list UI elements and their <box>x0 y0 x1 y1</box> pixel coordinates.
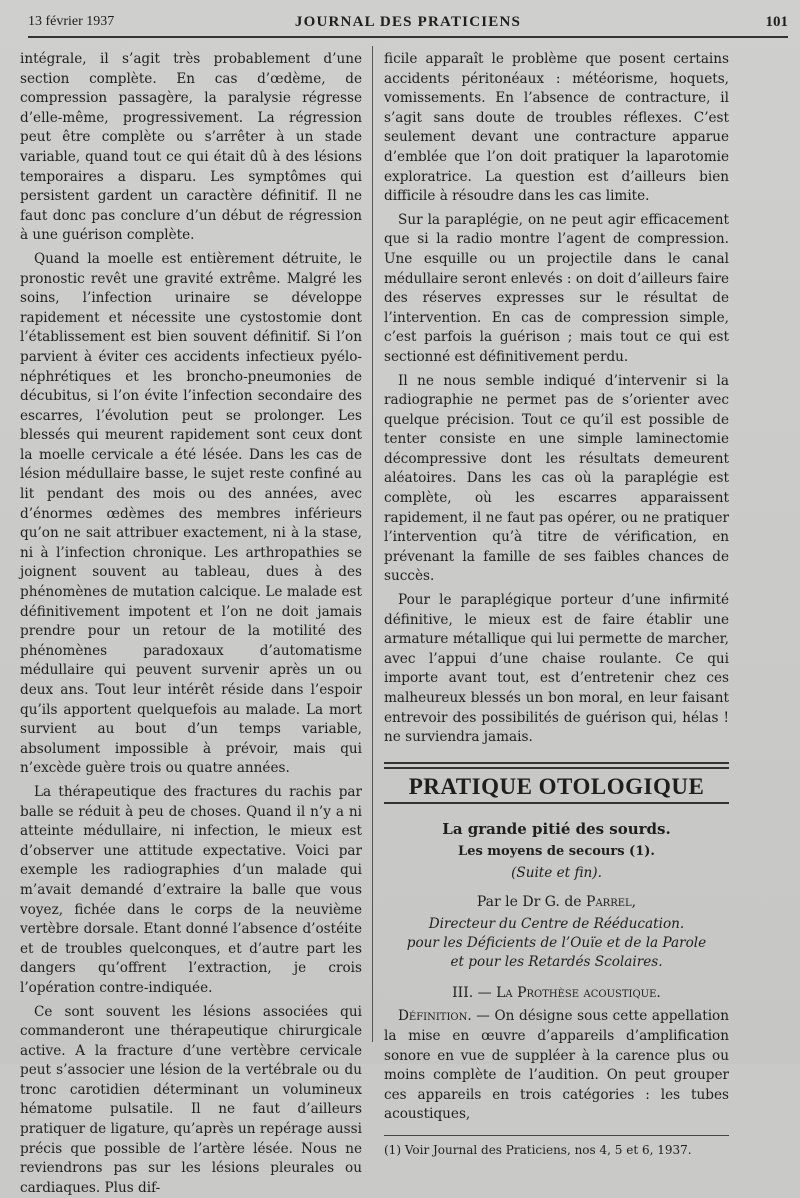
article-subtitle: Les moyens de secours (1). <box>384 842 729 862</box>
right-column <box>384 50 729 1046</box>
affiliation-line: pour les Déficients de l’Ouïe et de la Parole <box>384 934 729 953</box>
subsection-number: III. — <box>452 985 492 1001</box>
column-divider <box>372 46 373 1042</box>
paragraph: Quand la moelle est entièrement détruite, le pronostic revêt une gravité extrême. Malgré les soins, l’infection urinaire se développe rapidement et nécessite une cystostomie dont l’établissement est bien souvent définitif. Si l’on parvient à éviter ces accidents infectieux pyélo-néphrétiques et les broncho-pneumonies de décubitus, si l’on évite l’infection secondaire des escarres, l’évolution peut se prolonger. Les blessés qui meurent rapidement sont ceux dont la moelle cervicale a été lésée. Dans les cas de lésion médullaire basse, le sujet reste confiné au lit pendant des mois ou des années, avec d’énormes œdèmes des membres inférieurs qu’on ne sait attribuer exactement, ni à la stase, ni à l’infection chronique. Les arthropathies se joignent souvent au tableau, dues à des phénomènes de mutation calcique. Le malade est définitivement impotent et l’on ne doit jamais prendre pour un retour de la motilité des phénomènes paradoxaux d’automatisme médullaire qui peuvent survenir après un ou deux ans. Tout leur intérêt réside dans l’espoir qu’ils apportent quelquefois au malade. La mort survient au bout d’un temps variable, absolument impossible à prévoir, mais qui n’excède guère trois ou quatre années. <box>20 250 362 779</box>
paragraph: La thérapeutique des fractures du rachis par balle se réduit à peu de choses. Quand il n’y a ni atteinte médullaire, ni infection, le mieux est d’observer une attitude expectative. Voici par exemple les radiographies d’un malade qui m’avait demandé d’extraire la balle que vous voyez, fichée dans le corps de la neuvième vertèbre dorsale. Etant donné l’absence d’ostéite et de troubles quelconques, et d’autre part les dangers qu’offrent l’extraction, je crois l’opération contre-indiquée. <box>20 783 362 999</box>
footnote-rule <box>384 1135 729 1136</box>
author-name: Parrel, <box>586 894 636 910</box>
author-prefix: Par le Dr G. de <box>477 894 582 910</box>
article-suite-note: (Suite et fin). <box>384 864 729 884</box>
paragraph: Il ne nous semble indiqué d’intervenir si la radiographie ne permet pas de s’orienter avec quelque précision. Tout ce qu’il est possible de tenter consiste en une simple laminectomie décompressive dont les résultats demeurent aléatoires. Dans les cas où la paraplégie est complète, où les escarres apparaissent rapidement, il ne faut pas opérer, ou ne pratiquer l’intervention qu’à titre de vérification, en prévenant la famille de ses faibles chances de succès. <box>384 372 729 588</box>
page-header <box>28 12 788 38</box>
left-column <box>20 50 362 1046</box>
paragraph: Pour le paraplégique porteur d’une infirmité définitive, le mieux est de faire établir une armature métallique qui lui permette de marcher, avec l’appui d’une chaise roulante. Ce qui importe avant tout, est d’entretenir chez ces malheureux blessés un bon moral, en leur faisant entrevoir des possibilités de guérison qui, hélas ! ne surviendra jamais. <box>384 591 729 748</box>
definition-text: — On désigne sous cette appellation la mise en œuvre d’appareils d’amplification sonore en vue de suppléer à la carence plus ou moins complète de l’audition. On peut grouper ces appareils en trois catégories : les tubes acoustiques, <box>384 1008 729 1122</box>
affiliation-line: et pour les Retardés Scolaires. <box>384 953 729 972</box>
header-date: 13 février 1937 <box>28 14 114 30</box>
paragraph: intégrale, il s’agit très probablement d’une section complète. En cas d’œdème, de compression passagère, la paralysie régresse d’elle-même, progressivement. La régression peut être complète ou s’arrêter à un stade variable, quand tout ce qui était dû à des lésions temporaires a disparu. Les symptômes qui persistent gardent un caractère définitif. Il ne faut donc pas conclure d’un début de régression à une guérison complète. <box>20 50 362 246</box>
definition-paragraph <box>384 1007 729 1125</box>
paragraph: Sur la paraplégie, on ne peut agir efficacement que si la radio montre l’agent de compression. Une esquille ou un projectile dans le canal médullaire seront enlevés : on doit d’ailleurs faire des réserves expresses sur le résultat de l’intervention. En cas de compression simple, c’est parfois la guérison ; mais tout ce qui est sectionné est définitivement perdu. <box>384 211 729 368</box>
section-rule <box>384 762 729 764</box>
definition-label: Définition. <box>398 1008 472 1024</box>
article-author <box>384 893 729 913</box>
paragraph: ficile apparaît le problème que posent certains accidents péritonéaux : météorisme, hoquets, vomissements. En l’absence de contracture, il s’agit sans doute de troubles réflexes. C’est seulement devant une contracture apparue d’emblée que l’on doit pratiquer la laparotomie exploratrice. La question est d’ailleurs bien difficile à résoudre dans les cas limite. <box>384 50 729 207</box>
subsection-heading <box>384 984 729 1004</box>
article-title: La grande pitié des sourds. <box>384 820 729 840</box>
affiliation-line: Directeur du Centre de Rééducation. <box>384 915 729 934</box>
footnote: (1) Voir Journal des Praticiens, nos 4, 5 et 6, 1937. <box>384 1142 729 1158</box>
author-affiliation <box>384 915 729 972</box>
header-journal-title: JOURNAL DES PRATICIENS <box>28 14 788 31</box>
header-page-number: 101 <box>766 14 789 31</box>
subsection-text: La Prothèse acoustique. <box>496 985 661 1001</box>
section-title: PRATIQUE OTOLOGIQUE <box>384 767 729 805</box>
paragraph: Ce sont souvent les lésions associées qui commanderont une thérapeutique chirurgicale active. A la fracture d’une vertèbre cervicale peut s’associer une lésion de la vertébrale ou du tronc carotidien déterminant un volumineux hématome pulsatile. Il ne faut d’ailleurs pratiquer de ligature, qu’après un repérage aussi précis que possible de l’artère lésée. Nous ne reviendrons pas sur les lésions pleurales ou cardiaques. Plus dif- <box>20 1003 362 1198</box>
